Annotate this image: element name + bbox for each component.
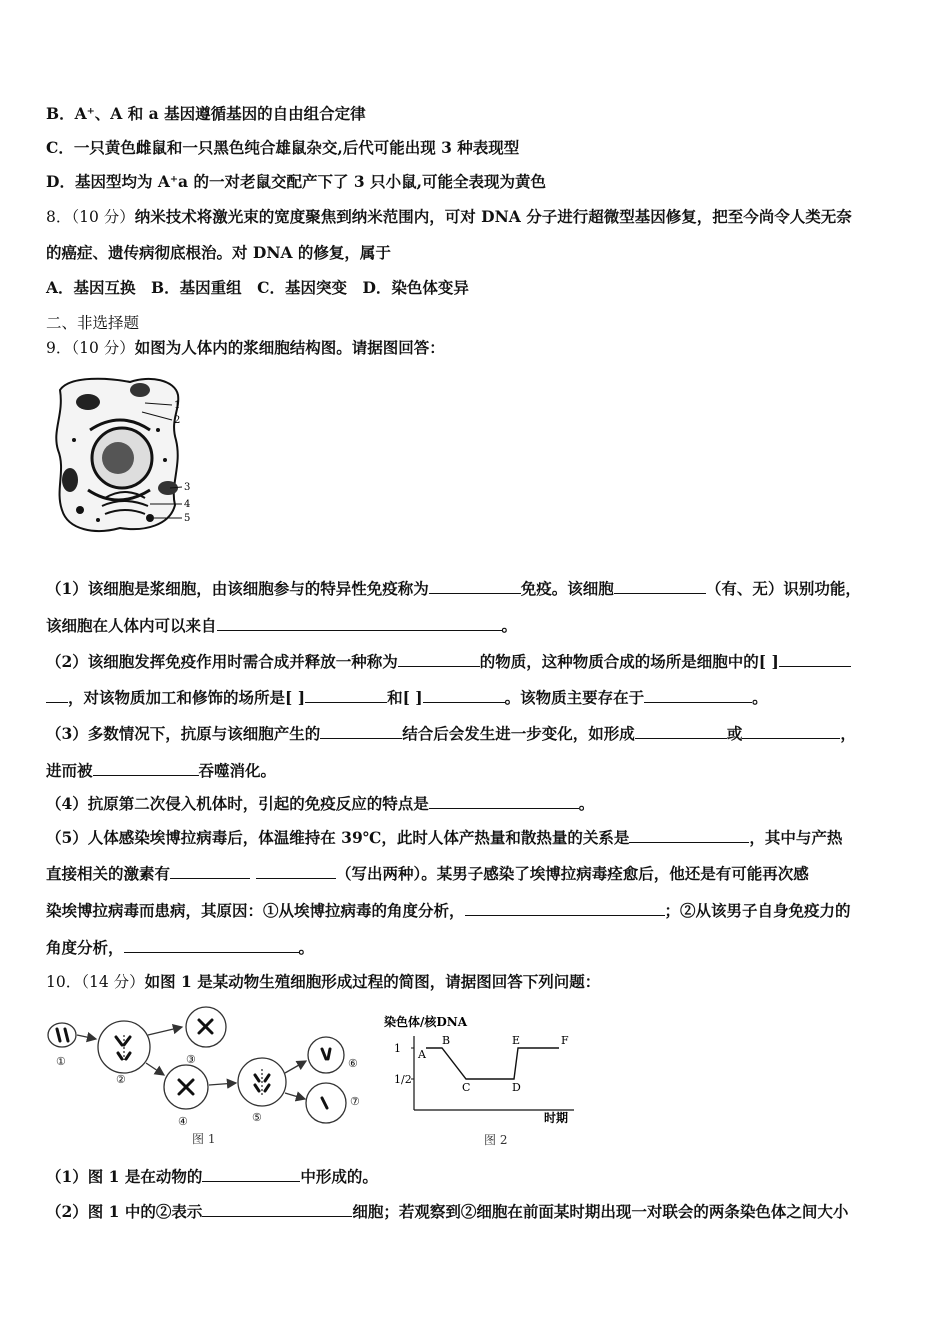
cell-label-4: 4 <box>184 499 191 510</box>
answer-blank[interactable] <box>644 688 752 703</box>
q9-p5a: （5）人体感染埃博拉病毒后，体温维持在 39℃，此时人体产热量和散热量的关系是 <box>46 828 630 847</box>
fig1-label-3: ③ <box>186 1053 196 1066</box>
point-label-D: D <box>512 1081 521 1094</box>
q9-p3e: 进而被 <box>46 761 93 780</box>
q9-p5h: 。 <box>298 938 315 957</box>
q9-part2-line1 <box>46 650 851 672</box>
q9-stem-text: 如图为人体内的浆细胞结构图。请据图回答： <box>134 338 445 357</box>
q9-p1a: （1）该细胞是浆细胞，由该细胞参与的特异性免疫称为 <box>46 579 429 598</box>
q8-stem-line1 <box>46 205 852 227</box>
answer-blank[interactable] <box>124 938 299 953</box>
q9-p5g: 角度分析， <box>46 938 124 957</box>
point-label-E: E <box>512 1034 521 1047</box>
q9-stem <box>46 336 445 358</box>
q8-stem-line2: 的癌症、遗传病彻底根治。对 DNA 的修复，属于 <box>46 243 391 262</box>
q9-p4a: （4）抗原第二次侵入机体时，引起的免疫反应的特点是 <box>46 794 429 813</box>
q9-part5-line3 <box>46 899 851 921</box>
q8-stem: 纳米技术将激光束的宽度聚焦到纳米范围内，可对 DNA 分子进行超微型基因修复，把至今尚令人类无奈 <box>134 207 852 226</box>
q9-p3f: 吞噬消化。 <box>198 761 277 780</box>
q9-p4b: 。 <box>578 794 595 813</box>
q9-score: （10 分） <box>71 339 135 357</box>
answer-blank[interactable] <box>46 688 68 703</box>
q9-p3b: 结合后会发生进一步变化，如形成 <box>402 724 635 743</box>
q7-option-d: D．基因型均为 A⁺a 的一对老鼠交配产下了 3 只小鼠,可能全表现为黄色 <box>46 172 546 191</box>
answer-blank[interactable] <box>170 864 250 879</box>
q9-p5c: 直接相关的激素有 <box>46 864 171 883</box>
q9-p2e: 。该物质主要存在于 <box>504 688 645 707</box>
q9-p1c: （有、无）识别功能， <box>705 579 861 598</box>
answer-blank[interactable] <box>320 724 402 739</box>
q10-part2 <box>46 1200 848 1222</box>
fig1-label-4: ④ <box>178 1115 188 1128</box>
point-label-F: F <box>561 1034 569 1047</box>
q9-part3-line1 <box>46 722 856 744</box>
q9-part5-line2 <box>46 862 809 884</box>
cell-label-2: 2 <box>174 415 181 426</box>
answer-blank[interactable] <box>256 864 336 879</box>
cell-label-1: 1 <box>174 400 181 411</box>
y-tick-label: 1/2 <box>394 1073 412 1086</box>
q10-score: （14 分） <box>81 973 145 991</box>
fig1-label-5: ⑤ <box>252 1111 262 1124</box>
fig1-label-2: ② <box>116 1073 126 1086</box>
chart-series-line <box>426 1048 559 1079</box>
q9-p2c: ，对该物质加工和修饰的场所是[ ] <box>68 688 306 707</box>
answer-blank[interactable] <box>398 652 480 667</box>
answer-blank[interactable] <box>465 901 665 916</box>
q9-part3-line2 <box>46 759 276 781</box>
q9-p5d: （写出两种）。某男子感染了埃博拉病毒痊愈后，他还是有可能再次感 <box>336 864 809 883</box>
plasma-cell-figure <box>50 370 210 545</box>
figure-2-chart <box>384 1012 594 1152</box>
q7-option-b: B．A⁺、A 和 a 基因遵循基因的自由组合定律 <box>46 104 366 123</box>
q9-p1d: 该细胞在人体内可以来自 <box>46 616 217 635</box>
cell-label-3: 3 <box>184 482 191 493</box>
fig1-label-6: ⑥ <box>348 1057 358 1070</box>
q9-part1-line2 <box>46 614 517 636</box>
q10-p1a: （1）图 1 是在动物的 <box>46 1167 203 1186</box>
answer-blank[interactable] <box>629 828 749 843</box>
answer-blank[interactable] <box>742 724 840 739</box>
answer-blank[interactable] <box>635 724 727 739</box>
q9-p1e: 。 <box>501 616 518 635</box>
q9-p2d: 和[ ] <box>387 688 423 707</box>
q10-stem-text: 如图 1 是某动物生殖细胞形成过程的简图，请据图回答下列问题： <box>144 972 601 991</box>
q9-p5e: 染埃博拉病毒而患病，其原因：①从埃博拉病毒的角度分析， <box>46 901 465 920</box>
answer-blank[interactable] <box>93 761 199 776</box>
fig1-label-1: ① <box>56 1055 66 1068</box>
q10-p2b: 细胞；若观察到②细胞在前面某时期出现一对联会的两条染色体之间大小 <box>352 1202 849 1221</box>
answer-blank[interactable] <box>217 616 502 631</box>
answer-blank[interactable] <box>614 579 706 594</box>
q9-part1-line1 <box>46 577 861 599</box>
q9-p1b: 免疫。该细胞 <box>520 579 614 598</box>
q9-p3a: （3）多数情况下，抗原与该细胞产生的 <box>46 724 321 743</box>
fig1-label-7: ⑦ <box>350 1095 360 1108</box>
answer-blank[interactable] <box>423 688 505 703</box>
answer-blank[interactable] <box>429 579 521 594</box>
answer-blank[interactable] <box>429 794 579 809</box>
chart-ylabel: 染色体/核DNA <box>384 1015 468 1029</box>
y-tick-label: 1 <box>394 1042 401 1055</box>
q9-p2a: （2）该细胞发挥免疫作用时需合成并释放一种称为 <box>46 652 398 671</box>
q9-p2f: 。 <box>752 688 768 707</box>
q9-part4 <box>46 792 594 814</box>
q10-p1b: 中形成的。 <box>300 1167 378 1186</box>
q9-part5-line4 <box>46 936 314 958</box>
q10-stem <box>46 970 600 992</box>
q10-part1 <box>46 1165 378 1187</box>
fig2-caption: 图 2 <box>484 1133 508 1147</box>
q10-p2a: （2）图 1 中的②表示 <box>46 1202 203 1221</box>
q9-part2-line2 <box>46 686 768 708</box>
point-label-A: A <box>418 1048 426 1061</box>
cell-label-5: 5 <box>184 513 191 524</box>
fig1-caption: 图 1 <box>192 1132 216 1146</box>
q9-p2b: 的物质，这种物质合成的场所是细胞中的[ ] <box>479 652 779 671</box>
figure-1-germ-cells <box>44 1005 384 1150</box>
q9-p3c: 或 <box>726 724 743 743</box>
q9-p5b: ，其中与产热 <box>749 828 843 847</box>
q8-score: （10 分） <box>71 208 135 226</box>
section-heading: 二、非选择题 <box>46 314 140 332</box>
q9-number: 9． <box>46 339 72 357</box>
q10-number: 10． <box>46 973 82 991</box>
q8-number: 8． <box>46 208 72 226</box>
q9-part5-line1 <box>46 826 842 848</box>
q7-option-c: C．一只黄色雌鼠和一只黑色纯合雄鼠杂交,后代可能出现 3 种表现型 <box>46 138 520 157</box>
q9-p3d: ， <box>840 724 856 743</box>
q9-p5f: ；②从该男子自身免疫力的 <box>664 901 851 920</box>
point-label-C: C <box>462 1081 471 1094</box>
answer-blank[interactable] <box>305 688 387 703</box>
answer-blank[interactable] <box>202 1167 300 1182</box>
point-label-B: B <box>442 1034 451 1047</box>
q8-options: A．基因互换 B．基因重组 C．基因突变 D．染色体变异 <box>46 278 469 297</box>
chart-xlabel: 时期 <box>544 1111 569 1125</box>
answer-blank[interactable] <box>202 1202 352 1217</box>
answer-blank[interactable] <box>779 652 851 667</box>
